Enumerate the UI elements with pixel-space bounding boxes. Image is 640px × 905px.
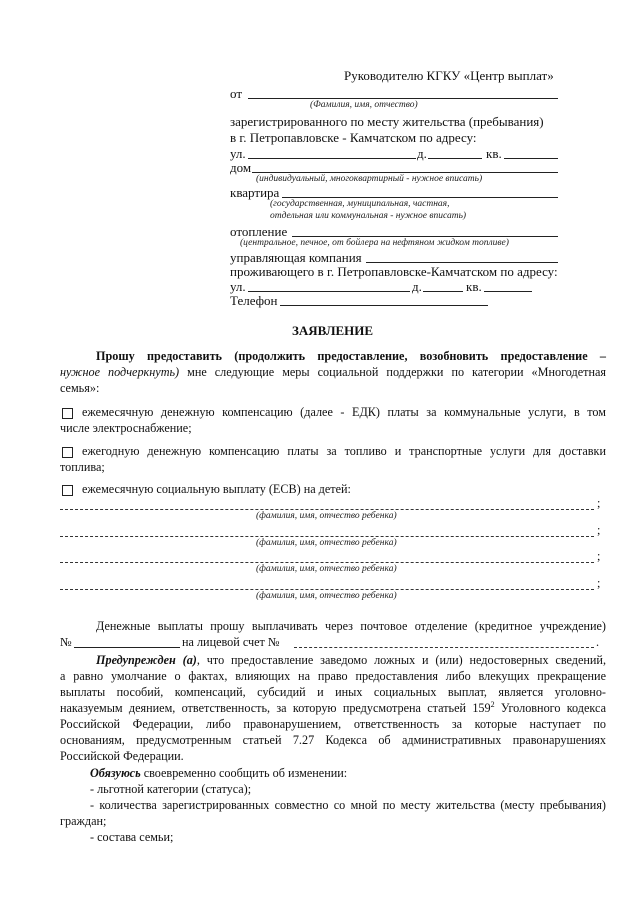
- option-fuel-line-2: топлива;: [60, 460, 105, 474]
- warning-l4a: наказуемым деянием, ответственность, за которую предусмотрена статьей 159: [60, 701, 491, 715]
- option-esv-checkbox[interactable]: [62, 485, 73, 496]
- apt2-field[interactable]: [484, 291, 532, 292]
- kvartira-label: квартира: [230, 185, 280, 200]
- obligation-item-2-cont: граждан;: [60, 814, 107, 828]
- child-4-hint: (фамилия, имя, отчество ребенка): [256, 591, 397, 601]
- payment-num-label: №: [60, 635, 72, 649]
- street-field[interactable]: [248, 158, 416, 159]
- child-1-field[interactable]: [60, 509, 594, 510]
- obligation-line: [90, 766, 347, 781]
- from-name-field[interactable]: [248, 98, 558, 99]
- apt2-label: кв.: [466, 279, 482, 294]
- intro-rest: мне следующие меры социальной поддержки по категории «Многодетная: [179, 365, 606, 379]
- option-fuel-checkbox[interactable]: [62, 447, 73, 458]
- option-fuel-line-1: ежегодную денежную компенсацию платы за топливо и транспортные услуги для доставки: [82, 444, 606, 458]
- heating-hint: (центральное, печное, от бойлера на нефтяном жидком топливе): [240, 238, 509, 248]
- intro-line-2: [60, 365, 606, 380]
- kvartira-field[interactable]: [282, 197, 558, 198]
- city-address-text: в г. Петропавловске - Камчатском по адресу:: [230, 130, 477, 145]
- obligation-item-2: - количества зарегистрированных совместно со мной по месту жительства (месту пребывания): [90, 798, 606, 812]
- obligation-item-1: - льготной категории (статуса);: [90, 782, 252, 796]
- child-3-field[interactable]: [60, 562, 594, 563]
- street2-label: ул.: [230, 279, 246, 294]
- payment-end: .: [596, 635, 600, 649]
- intro-line-3: семья»:: [60, 381, 100, 395]
- fio-hint: (Фамилия, имя, отчество): [310, 100, 418, 110]
- street-label: ул.: [230, 146, 246, 161]
- warning-line-4: [60, 701, 606, 716]
- apt-label: кв.: [486, 146, 502, 161]
- apt-field[interactable]: [504, 158, 558, 159]
- from-label: от: [230, 86, 243, 101]
- child-2-hint: (фамилия, имя, отчество ребенка): [256, 538, 397, 548]
- management-field[interactable]: [366, 262, 558, 263]
- warning-l4b: Уголовного кодекса: [494, 701, 606, 715]
- management-label: управляющая компания: [230, 250, 362, 265]
- street2-field[interactable]: [248, 291, 410, 292]
- heating-field[interactable]: [292, 236, 558, 237]
- warning-line-5: Российской Федерации, либо правонарушением, ответственность за которые наступает по: [60, 717, 606, 731]
- payment-line-1: Денежные выплаты прошу выплачивать через почтовое отделение (кредитное учреждение): [96, 619, 606, 633]
- obligation-item-3: - состава семьи;: [90, 830, 174, 844]
- child-1-hint: (фамилия, имя, отчество ребенка): [256, 511, 397, 521]
- warning-l4sup: 2: [490, 699, 495, 709]
- child-3-hint: (фамилия, имя, отчество ребенка): [256, 564, 397, 574]
- warning-line-6: основаниям, предусмотренным статьей 7.27 Кодекса об административных правонарушениях: [60, 733, 606, 747]
- intro-italic: нужное подчеркнуть): [60, 365, 180, 379]
- registered-text: зарегистрированного по месту жительства (пребывания): [230, 114, 544, 129]
- obligation-bold: Обязуюсь: [90, 766, 141, 780]
- recipient-line: Руководителю КГКУ «Центр выплат»: [344, 68, 554, 83]
- house-field[interactable]: [428, 158, 482, 159]
- option-esv-line-1: ежемесячную социальную выплату (ЕСВ) на детей:: [82, 482, 351, 496]
- warning-line-7: Российской Федерации.: [60, 749, 184, 763]
- document-title: ЗАЯВЛЕНИЕ: [292, 323, 374, 338]
- phone-field[interactable]: [280, 305, 488, 306]
- intro-line-1: [60, 349, 606, 364]
- house2-field[interactable]: [423, 291, 463, 292]
- warning-line-3: выплаты пособий, компенсаций, субсидий и иных социальных выплат, является уголовно-: [60, 685, 606, 699]
- warning-bold: Предупрежден (а): [96, 653, 197, 667]
- warning-line-1: [60, 653, 606, 668]
- phone-label: Телефон: [230, 293, 278, 308]
- dom-hint: (индивидуальный, многоквартирный - нужное вписать): [256, 174, 483, 184]
- house-label: д.: [417, 146, 427, 161]
- dom-label: дом: [230, 160, 252, 175]
- heating-label: отопление: [230, 224, 288, 239]
- obligation-rest: своевременно сообщить об изменении:: [140, 766, 348, 780]
- option-edk-line-2: числе электроснабжение;: [60, 421, 192, 435]
- payment-account-label: на лицевой счет №: [182, 635, 280, 649]
- option-edk-checkbox[interactable]: [62, 408, 73, 419]
- child-2-field[interactable]: [60, 536, 594, 537]
- house2-label: д.: [412, 279, 422, 294]
- warning-line-2: а равно умолчание о фактах, влияющих на право предоставления либо влекущих прекращение: [60, 669, 606, 683]
- option-edk-line-1: ежемесячную денежную компенсацию (далее - ЕДК) платы за коммунальные услуги, в том: [82, 405, 606, 419]
- intro-bold: Прошу предоставить (продолжить предоставление, возобновить предоставление –: [96, 349, 606, 363]
- child-2-end: ;: [597, 523, 601, 537]
- child-3-end: ;: [597, 549, 601, 563]
- payment-account-field[interactable]: [294, 647, 594, 648]
- payment-office-field[interactable]: [74, 647, 180, 648]
- child-1-end: ;: [597, 496, 601, 510]
- kvartira-hint-1: (государственная, муниципальная, частная,: [270, 199, 450, 209]
- dom-field[interactable]: [252, 172, 558, 173]
- kvartira-hint-2: отдельная или коммунальная - нужное вписать): [270, 211, 467, 221]
- child-4-end: ;: [597, 576, 601, 590]
- warning-l1: , что предоставление заведомо ложных и (или) недостоверных сведений,: [196, 653, 606, 667]
- living-address-text: проживающего в г. Петропавловске-Камчатском по адресу:: [230, 264, 558, 279]
- child-4-field[interactable]: [60, 589, 594, 590]
